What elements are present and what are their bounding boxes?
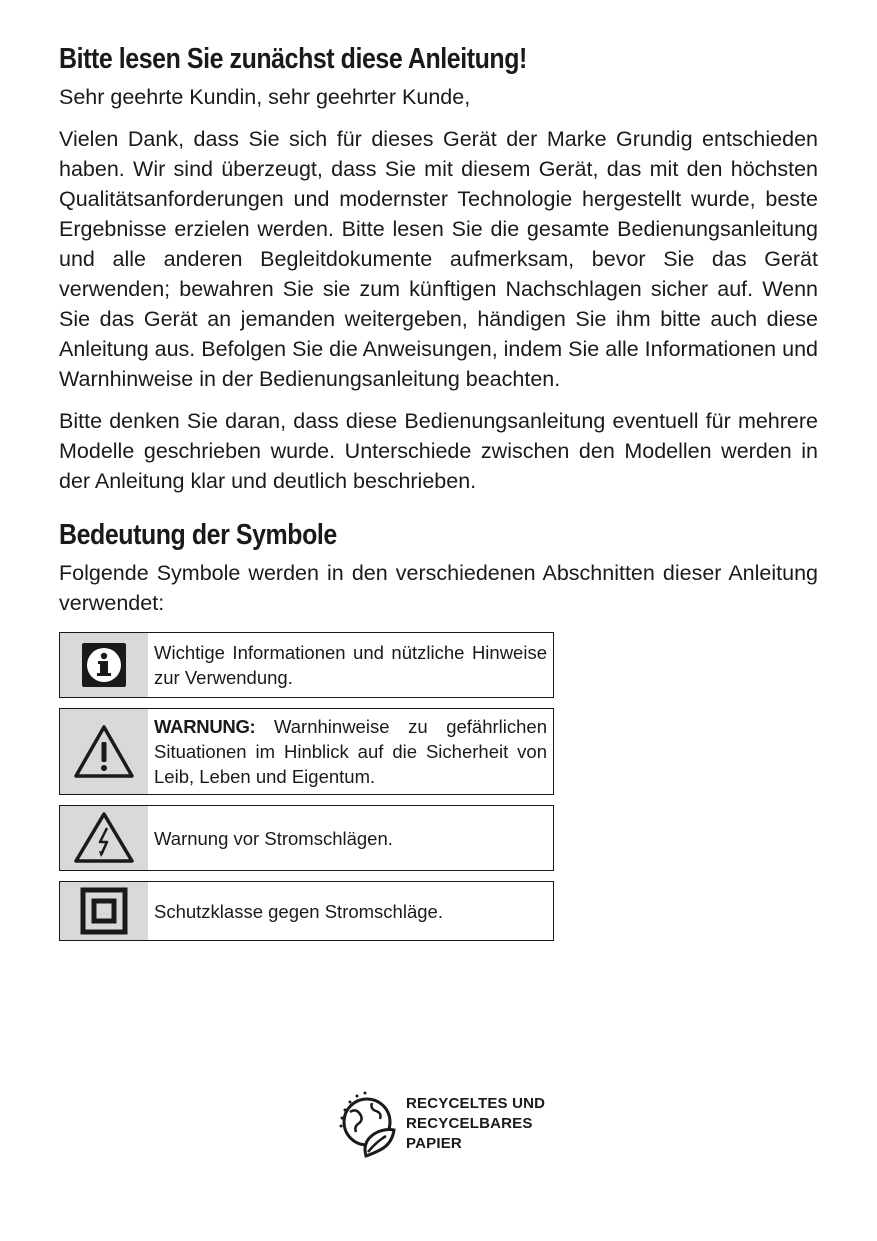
recycle-line-1: RECYCELTES UND (406, 1095, 546, 1112)
symbols-heading: Bedeutung der Symbole (59, 519, 337, 551)
warning-label: WARNUNG: (154, 716, 256, 737)
document-page (59, 40, 818, 951)
warning-icon (60, 709, 148, 794)
symbols-table (59, 632, 554, 941)
symbol-row-info (59, 632, 554, 698)
electric-shock-icon (60, 806, 148, 870)
symbols-intro: Folgende Symbole werden in den verschiedenen Abschnitten dieser Anleitung verwendet: (59, 561, 818, 615)
symbol-info-text: Wichtige Informationen und nützliche Hinweise zur Verwendung. (154, 642, 547, 688)
info-icon (60, 633, 148, 697)
models-paragraph: Bitte denken Sie daran, dass diese Bedienungsanleitung eventuell für mehrere Modelle geschrieben wurde. Unterschiede zwischen den Modellen werden in der Anleitung klar und deutlich beschrieben. (59, 409, 818, 493)
symbol-protection-class-text: Schutzklasse gegen Stromschläge. (154, 900, 443, 922)
symbol-warning-text: Warnhinweise zu gefährlichen Situationen im Hinblick auf die Sicherheit von Leib, Leben und Eigentum. (154, 716, 547, 787)
intro-paragraph: Vielen Dank, dass Sie sich für dieses Gerät der Marke Grundig entschieden haben. Wir sind überzeugt, dass Sie mit diesem Gerät, das mit den höchsten Qualitätsanforderungen und modernster Technologie hergestellt wurde, beste Ergebnisse erzielen werden. Bitte lesen Sie die gesamte Bedienungsanleitung und alle anderen Begleitdokumente aufmerksam, bevor Sie das Gerät verwenden; bewahren Sie sie zum künftigen Nachschlagen sicher auf. Wenn Sie das Gerät an jemanden weitergeben, händigen Sie ihm bitte auch diese Anleitung aus. Befolgen Sie die Anweisungen, indem Sie alle Informationen und Warnhinweise in der Bedienungsanleitung beachten. (59, 127, 818, 391)
protection-class-icon (60, 882, 148, 940)
symbol-row-electric-shock (59, 805, 554, 871)
symbol-row-protection-class (59, 881, 554, 941)
recycle-line-2: RECYCELBARES (406, 1115, 533, 1132)
page-title: Bitte lesen Sie zunächst diese Anleitung! (59, 43, 527, 75)
greeting: Sehr geehrte Kundin, sehr geehrter Kunde, (59, 85, 471, 109)
recycle-line-3: PAPIER (406, 1135, 462, 1152)
recycle-badge (336, 1090, 545, 1158)
symbol-electric-shock-text: Warnung vor Stromschlägen. (154, 827, 393, 849)
symbol-row-warning (59, 708, 554, 795)
recycled-paper-icon (336, 1090, 398, 1158)
